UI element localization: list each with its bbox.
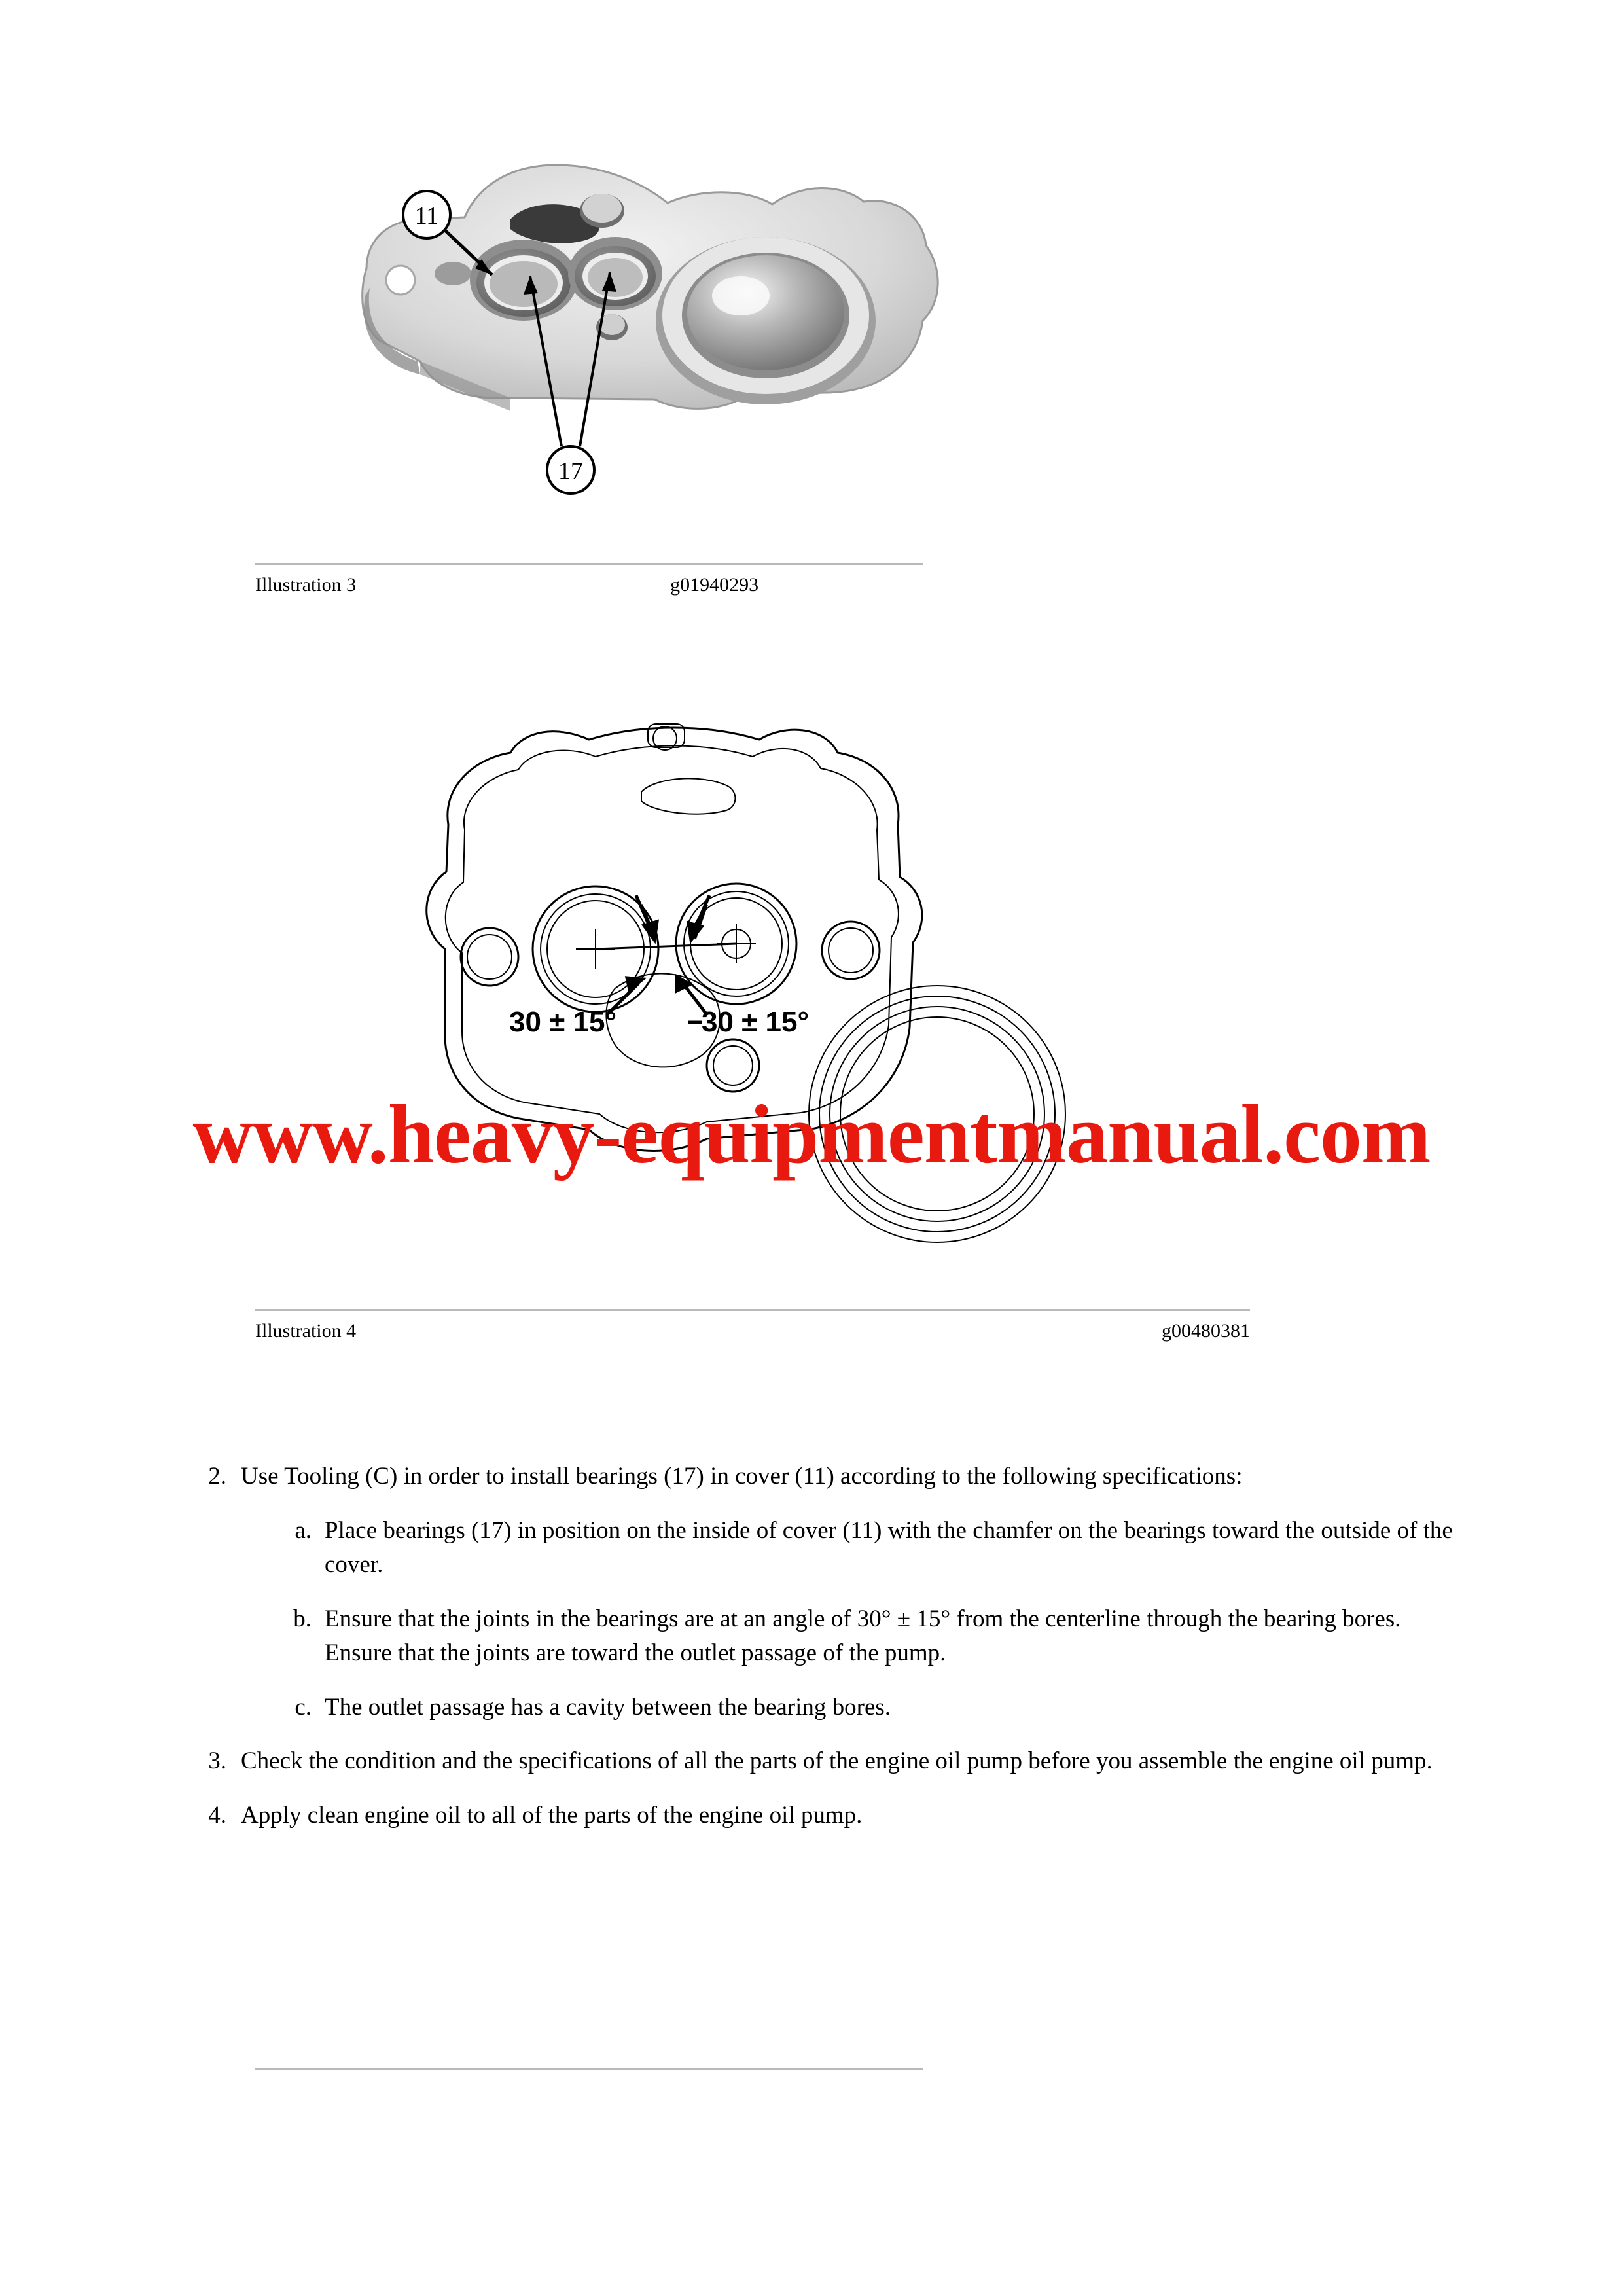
- substep-text: Place bearings (17) in position on the inside of cover (11) with the chamfer on the bearings toward the outside of the cover.: [325, 1516, 1453, 1579]
- procedure-substeps: [281, 1514, 1472, 1725]
- substep-text: Ensure that the joints in the bearings are at an angle of 30° ± 15° from the centerline through the bearing bores. Ensure that the joints are toward the outlet passage of the pump.: [325, 1605, 1401, 1667]
- figure-illustration-3: [249, 105, 1243, 596]
- illustration-4-caption-id: g00480381: [1162, 1320, 1250, 1342]
- oil-pump-cover-line-drawing: [249, 661, 1243, 1309]
- angle-label-right: 30 ± 15°: [702, 1006, 810, 1038]
- oil-pump-cover-photo: [249, 105, 1165, 563]
- illustration-4-image: [249, 661, 1257, 1309]
- illustration-4-caption-label: Illustration 4: [255, 1320, 357, 1342]
- procedure-substep: [281, 1602, 1472, 1671]
- procedure-substep: [281, 1514, 1472, 1583]
- procedure-step: [190, 1460, 1472, 1494]
- procedure-step: [190, 1799, 1472, 1833]
- step-text: Use Tooling (C) in order to install bearings (17) in cover (11) according to the following specifications:: [241, 1463, 1243, 1490]
- illustration-3-image: [249, 105, 1243, 563]
- procedure-list: [190, 1460, 1472, 1852]
- step-text: Apply clean engine oil to all of the parts of the engine oil pump.: [241, 1801, 863, 1829]
- figure-illustration-4: [249, 661, 1257, 1342]
- step-number: 3.: [208, 1748, 226, 1775]
- illustration-3-caption-id: g01940293: [670, 574, 759, 596]
- substep-number: b.: [293, 1605, 312, 1632]
- illustration-4-caption: [255, 1311, 1250, 1342]
- angle-label-left: 30 ± 15°: [509, 1006, 617, 1038]
- callout-17-label: 17: [558, 457, 583, 485]
- watermark: www.heavy-equipmentmanual.com: [192, 1088, 1431, 1181]
- substep-number: a.: [294, 1516, 312, 1544]
- procedure-substep: [281, 1691, 1472, 1725]
- footer-divider: [255, 2068, 923, 2070]
- callout-11-label: 11: [414, 202, 439, 230]
- illustration-3-caption: [255, 565, 923, 596]
- step-number: 2.: [208, 1463, 226, 1490]
- step-number: 4.: [208, 1801, 226, 1829]
- substep-number: c.: [294, 1693, 312, 1721]
- substep-text: The outlet passage has a cavity between the bearing bores.: [325, 1693, 891, 1721]
- procedure-step: [190, 1744, 1472, 1779]
- step-text: Check the condition and the specifications of all the parts of the engine oil pump before you assemble the engine oil pump.: [241, 1748, 1433, 1775]
- illustration-3-caption-label: Illustration 3: [255, 574, 357, 596]
